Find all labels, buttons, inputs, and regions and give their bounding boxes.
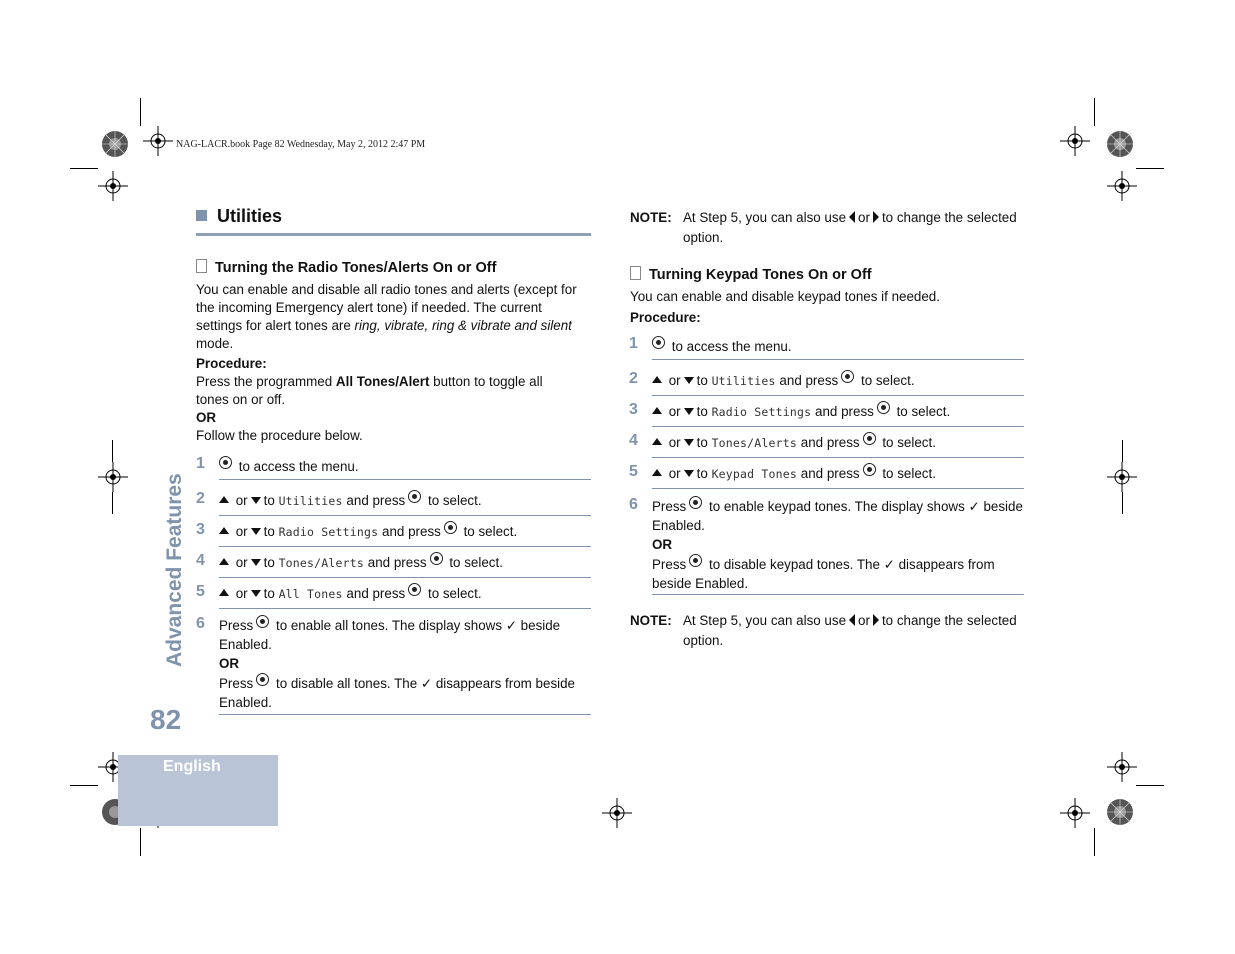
to-text: to	[696, 466, 708, 481]
to-select-text: to select.	[882, 466, 936, 481]
crosshair-icon	[143, 126, 173, 156]
crosshair-icon	[98, 462, 128, 492]
press-text: Press	[219, 676, 254, 691]
menu-ok-button-icon	[689, 496, 702, 509]
up-arrow-icon	[219, 496, 229, 503]
step-rule	[219, 546, 591, 547]
step-rule	[652, 488, 1024, 489]
menu-item-code: Utilities	[278, 494, 343, 508]
left-step-3	[196, 521, 591, 542]
right-step-5	[629, 463, 1024, 484]
step-rule	[219, 608, 591, 609]
left-intro	[196, 281, 591, 353]
or-text: or	[668, 373, 681, 388]
registration-starburst-icon	[1105, 797, 1135, 827]
registration-starburst-icon	[100, 129, 130, 159]
menu-item-code: Tones/Alerts	[711, 436, 798, 450]
menu-ok-button-icon	[256, 615, 269, 628]
down-arrow-icon	[251, 559, 261, 566]
right-step-4	[629, 432, 1024, 453]
step-number: 2	[629, 370, 638, 387]
press-text: Press	[652, 499, 687, 514]
document-icon	[630, 266, 641, 280]
left-press-programmed	[196, 373, 576, 409]
to-text: to	[696, 373, 708, 388]
menu-item-code: Radio Settings	[711, 405, 812, 419]
left-or-label: OR	[196, 410, 217, 425]
down-arrow-icon	[684, 439, 694, 446]
to-text: to	[696, 404, 708, 419]
step-number: 1	[196, 455, 205, 472]
right-step-1	[629, 335, 1024, 356]
left-intro-2: mode.	[196, 336, 234, 351]
down-arrow-icon	[251, 497, 261, 504]
crosshair-icon	[1107, 462, 1137, 492]
step-number: 3	[196, 521, 205, 538]
to-text: to	[263, 555, 275, 570]
chapter-label: Advanced Features	[163, 473, 186, 667]
step-text: to access the menu.	[671, 339, 792, 354]
to-text: to	[263, 493, 275, 508]
menu-ok-button-icon	[689, 554, 702, 567]
crosshair-icon	[1107, 752, 1137, 782]
and-press-text: and press	[815, 404, 874, 419]
press-suffix: button to toggle all tones on or off.	[196, 374, 543, 407]
left-subtitle-text: Turning the Radio Tones/Alerts On or Off	[215, 260, 497, 276]
menu-ok-button-icon	[863, 432, 876, 445]
right-subtitle-text: Turning Keypad Tones On or Off	[649, 267, 872, 283]
press-text: Press	[219, 618, 254, 633]
step-rule	[652, 426, 1024, 427]
up-arrow-icon	[652, 438, 662, 445]
page-number: 82	[150, 704, 182, 735]
down-arrow-icon	[684, 377, 694, 384]
left-step-4	[196, 552, 591, 573]
to-select-text: to select.	[463, 524, 518, 539]
and-press-text: and press	[382, 524, 441, 539]
and-press-text: and press	[779, 373, 839, 388]
right-step-6	[629, 496, 1024, 593]
or-text: or	[235, 555, 248, 570]
and-press-text: and press	[367, 555, 427, 570]
right-procedure-label: Procedure:	[630, 310, 701, 325]
left-step-2	[196, 490, 591, 511]
press-prefix: Press the programmed	[196, 374, 336, 389]
note-or: or	[858, 210, 870, 225]
step-text: to access the menu.	[238, 459, 359, 474]
right-arrow-icon	[873, 614, 879, 626]
or-text: or	[668, 435, 681, 450]
section-title	[196, 206, 591, 227]
to-select-text: to select.	[860, 373, 915, 388]
registration-starburst-icon	[1105, 129, 1135, 159]
step-number: 6	[629, 496, 638, 513]
down-arrow-icon	[684, 408, 694, 415]
to-select-text: to select.	[427, 493, 482, 508]
down-arrow-icon	[251, 590, 261, 597]
and-press-text: and press	[346, 586, 406, 601]
press-text: Press	[652, 557, 687, 572]
crosshair-icon	[98, 171, 128, 201]
step-rule	[652, 395, 1024, 396]
menu-ok-button-icon	[408, 490, 421, 503]
or-text: or	[668, 404, 681, 419]
left-intro-1: You can enable and disable all radio tones and alerts (except for the incoming Emergency alert tone) if needed. The current settings for alert tones are	[196, 282, 577, 333]
and-press-text: and press	[800, 435, 860, 450]
left-step-1	[196, 455, 591, 476]
menu-item-code: Radio Settings	[278, 525, 379, 539]
step-rule	[652, 594, 1024, 595]
or-text: or	[235, 586, 248, 601]
step-number: 3	[629, 401, 638, 418]
crosshair-icon	[602, 798, 632, 828]
right-arrow-icon	[873, 211, 879, 223]
note-label: NOTE:	[630, 613, 672, 628]
left-intro-italic: ring, vibrate, ring & vibrate and silent	[354, 318, 572, 333]
step-number: 2	[196, 490, 205, 507]
step-number: 4	[196, 552, 205, 569]
right-intro: You can enable and disable keypad tones if needed.	[630, 289, 940, 304]
left-step-5	[196, 583, 591, 604]
file-header: NAG-LACR.book Page 82 Wednesday, May 2, 2012 2:47 PM	[176, 139, 426, 150]
menu-ok-button-icon	[652, 336, 665, 349]
and-press-text: and press	[346, 493, 406, 508]
enable-text: to enable keypad tones. The display shows ✓ beside Enabled.	[652, 499, 1023, 533]
menu-ok-button-icon	[408, 583, 421, 596]
crosshair-icon	[1107, 171, 1137, 201]
press-bold: All Tones/Alert	[335, 374, 430, 389]
disable-text: to disable keypad tones. The ✓ disappears from beside Enabled.	[652, 557, 995, 591]
up-arrow-icon	[652, 376, 662, 383]
step-rule	[652, 457, 1024, 458]
step-number: 5	[629, 463, 638, 480]
to-text: to	[696, 435, 708, 450]
note-post: to change the selected option.	[683, 613, 1017, 648]
to-select-text: to select.	[427, 586, 482, 601]
note-pre: At Step 5, you can also use	[683, 613, 847, 628]
section-square-icon	[196, 210, 207, 221]
left-arrow-icon	[849, 614, 855, 626]
step-rule	[219, 577, 591, 578]
left-follow: Follow the procedure below.	[196, 428, 363, 443]
down-arrow-icon	[251, 528, 261, 535]
left-step-6	[196, 615, 591, 712]
step-rule	[219, 714, 591, 715]
or-text: or	[668, 466, 681, 481]
note-label: NOTE:	[630, 210, 672, 225]
right-step-2	[629, 370, 1024, 391]
crosshair-icon	[1060, 126, 1090, 156]
enable-text: to enable all tones. The display shows ✓ beside Enabled.	[219, 618, 561, 652]
menu-item-code: Utilities	[711, 374, 776, 388]
to-select-text: to select.	[896, 404, 951, 419]
language-label: English	[163, 758, 221, 775]
note-pre: At Step 5, you can also use	[683, 210, 847, 225]
down-arrow-icon	[684, 470, 694, 477]
and-press-text: and press	[800, 466, 860, 481]
disable-text: to disable all tones. The ✓ disappears from beside Enabled.	[219, 676, 576, 710]
right-subtitle	[630, 266, 1025, 283]
up-arrow-icon	[219, 558, 229, 565]
step-rule	[219, 479, 591, 480]
up-arrow-icon	[652, 469, 662, 476]
step-number: 6	[196, 615, 205, 632]
up-arrow-icon	[219, 589, 229, 596]
step-rule	[219, 515, 591, 516]
menu-item-code: Tones/Alerts	[278, 556, 365, 570]
menu-ok-button-icon	[877, 401, 890, 414]
crosshair-icon	[1060, 798, 1090, 828]
step-number: 5	[196, 583, 205, 600]
to-select-text: to select.	[449, 555, 503, 570]
or-text: or	[235, 524, 248, 539]
menu-item-code: Keypad Tones	[711, 467, 798, 481]
menu-ok-button-icon	[219, 456, 232, 469]
section-rule	[196, 233, 591, 236]
menu-item-code: All Tones	[278, 587, 343, 601]
left-arrow-icon	[849, 211, 855, 223]
step-rule	[652, 359, 1024, 360]
left-subtitle	[196, 259, 591, 276]
menu-ok-button-icon	[863, 463, 876, 476]
to-text: to	[263, 586, 275, 601]
document-icon	[196, 259, 207, 273]
up-arrow-icon	[219, 527, 229, 534]
or-label: OR	[219, 656, 240, 671]
step-number: 4	[629, 432, 638, 449]
menu-ok-button-icon	[430, 552, 443, 565]
note-bottom	[630, 611, 1025, 651]
menu-ok-button-icon	[444, 521, 457, 534]
step-number: 1	[629, 335, 638, 352]
to-select-text: to select.	[882, 435, 936, 450]
note-top	[630, 208, 1025, 248]
menu-ok-button-icon	[841, 370, 854, 383]
right-step-3	[629, 401, 1024, 422]
note-or: or	[858, 613, 870, 628]
left-procedure-label: Procedure:	[196, 356, 267, 371]
menu-ok-button-icon	[256, 673, 269, 686]
or-text: or	[235, 493, 248, 508]
or-label: OR	[652, 537, 673, 552]
note-post: to change the selected option.	[683, 210, 1017, 245]
to-text: to	[263, 524, 275, 539]
up-arrow-icon	[652, 407, 662, 414]
section-title-text: Utilities	[217, 206, 283, 226]
